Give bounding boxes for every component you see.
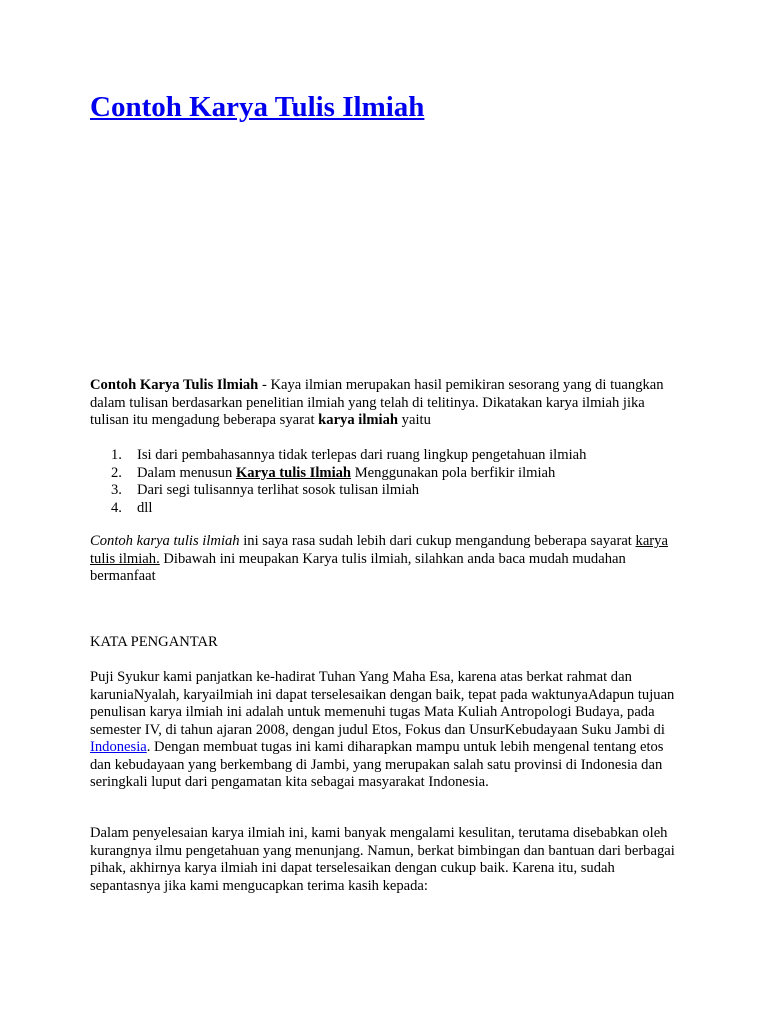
puji-paragraph	[90, 669, 680, 792]
intro-lead-bold: Contoh Karya Tulis Ilmiah	[90, 377, 259, 393]
page-title-link[interactable]: Contoh Karya Tulis Ilmiah	[90, 91, 425, 123]
dalam-paragraph: Dalam penyelesaian karya ilmiah ini, kami banyak mengalami kesulitan, terutama disebabkan oleh kurangnya ilmu pengetahuan yang menunjang. Namun, berkat bimbingan dan bantuan dari berbagai pihak, akhirnya karya ilmiah ini dapat terselesaikan dengan cukup baik. Karena itu, sudah sepantasnya jika kami mengucapkan terima kasih kepada:	[90, 825, 675, 894]
contoh-paragraph	[90, 533, 680, 586]
puji-text-1: Puji Syukur kami panjatkan ke-hadirat Tuhan Yang Maha Esa, karena atas berkat rahmat dan karuniaNyalah, karyailmiah ini dapat terselesaikan dengan baik, tepat pada waktunyaAdapun tujuan penulisan karya ilmiah ini adalah untuk memenuhi tugas Mata Kuliah Antropologi Budaya, pada semester IV, di tahun ajaran 2008, dengan judul Etos, Fokus dan UnsurKebudayaan Suku Jambi di	[90, 669, 675, 738]
contoh-underlined-link[interactable]: karya tulis ilmiah.	[90, 533, 668, 567]
indonesia-link[interactable]: Indonesia	[90, 739, 147, 755]
list-number: 2.	[111, 464, 122, 481]
contoh-text-2: Dibawah ini meupakan Karya tulis ilmiah, silahkan anda baca mudah mudahan bermanfaat	[90, 550, 626, 584]
puji-text-2: . Dengan membuat tugas ini kami diharapkan mampu untuk lebih mengenal tentang etos dan kebudayaan yang berkembang di Jambi, yang merupakan salah satu provinsi di Indonesia dan seringkali luput dari pengamatan kita sebagai masyarakat Indonesia.	[90, 739, 664, 790]
intro-text-1: - Kaya ilmian merupakan hasil pemikiran sesorang yang di tuangkan dalam tulisan berdasarkan penelitian ilmiah yang telah di telitinya. Dikatakan karya ilmiah jika tulisan itu mengadung beberapa syarat	[90, 377, 664, 428]
section-heading-kata-pengantar: KATA PENGANTAR	[90, 634, 218, 650]
list-item-text: Dari segi tulisannya terlihat sosok tulisan ilmiah	[137, 482, 420, 498]
list-item	[90, 447, 680, 465]
list-number: 4.	[111, 499, 122, 516]
list-item-text-after: Menggunakan pola berfikir ilmiah	[351, 464, 556, 481]
list-item	[90, 500, 680, 518]
list-item-text: dll	[137, 499, 153, 516]
intro-paragraph	[90, 377, 680, 430]
list-number: 3.	[111, 482, 122, 498]
list-item-text-before: Dalam menusun	[137, 464, 236, 481]
list-item	[90, 465, 680, 483]
contoh-italic: Contoh karya tulis ilmiah	[90, 533, 240, 549]
karya-tulis-ilmiah-link[interactable]: Karya tulis Ilmiah	[235, 464, 352, 481]
intro-bold-keyword: karya ilmiah	[318, 412, 399, 428]
contoh-text-1: ini saya rasa sudah lebih dari cukup mengandung beberapa sayarat	[239, 533, 636, 549]
requirements-list	[90, 447, 680, 517]
list-number: 1.	[111, 447, 122, 463]
intro-text-2: yaitu	[398, 412, 431, 428]
list-item	[90, 482, 680, 500]
list-item-text: Isi dari pembahasannya tidak terlepas dari ruang lingkup pengetahuan ilmiah	[137, 447, 587, 463]
